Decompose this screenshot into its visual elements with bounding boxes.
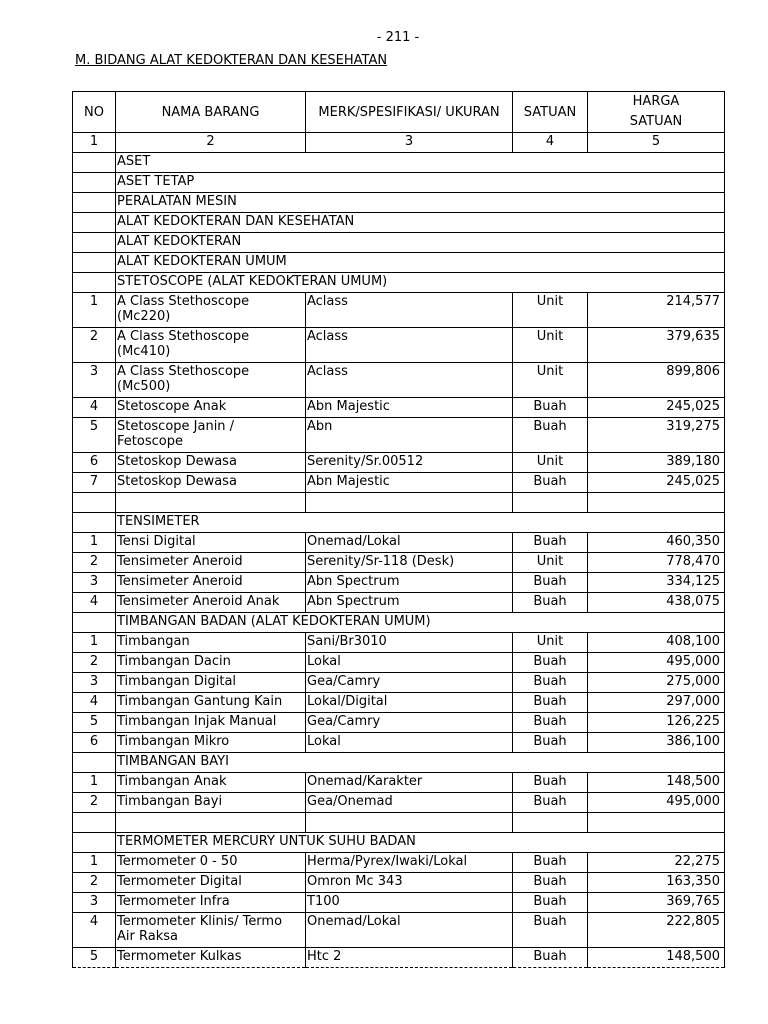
category-label: ASET TETAP	[116, 173, 725, 193]
item-number: 1	[73, 293, 116, 328]
table-row	[73, 793, 725, 813]
item-name: Timbangan Gantung Kain	[116, 693, 306, 713]
item-spec: Lokal/Digital	[306, 693, 513, 713]
item-unit: Unit	[513, 363, 588, 398]
item-name: Stetoskop Dewasa	[116, 453, 306, 473]
item-spec: Abn	[306, 418, 513, 453]
table-row	[73, 473, 725, 493]
item-name: Termometer Digital	[116, 873, 306, 893]
column-number: 5	[588, 133, 725, 153]
item-number: 3	[73, 673, 116, 693]
item-spec: Herma/Pyrex/Iwaki/Lokal	[306, 853, 513, 873]
item-unit: Buah	[513, 653, 588, 673]
category-row	[73, 613, 725, 633]
table-row	[73, 773, 725, 793]
table-row	[73, 293, 725, 328]
item-price: 778,470	[588, 553, 725, 573]
item-number: 2	[73, 793, 116, 813]
blank-row	[73, 493, 725, 513]
item-number: 6	[73, 733, 116, 753]
table-row	[73, 653, 725, 673]
category-row	[73, 253, 725, 273]
item-number: 2	[73, 653, 116, 673]
item-unit: Unit	[513, 328, 588, 363]
category-label: ASET	[116, 153, 725, 173]
empty-cell	[73, 813, 116, 833]
item-name: Timbangan Dacin	[116, 653, 306, 673]
item-unit: Buah	[513, 793, 588, 813]
item-unit: Buah	[513, 533, 588, 553]
item-name: Termometer Kulkas	[116, 948, 306, 968]
item-price: 275,000	[588, 673, 725, 693]
category-row	[73, 833, 725, 853]
item-unit: Buah	[513, 893, 588, 913]
item-unit: Buah	[513, 673, 588, 693]
item-number: 4	[73, 913, 116, 948]
category-no-cell	[73, 233, 116, 253]
item-price: 899,806	[588, 363, 725, 398]
item-spec: Gea/Onemad	[306, 793, 513, 813]
empty-cell	[588, 813, 725, 833]
header-harga-line2: SATUAN	[629, 114, 683, 129]
item-spec: Omron Mc 343	[306, 873, 513, 893]
category-row	[73, 213, 725, 233]
table-row	[73, 913, 725, 948]
column-number-row	[73, 133, 725, 153]
section-title: M. BIDANG ALAT KEDOKTERAN DAN KESEHATAN	[75, 53, 388, 68]
table-row	[73, 948, 725, 968]
item-spec: Onemad/Lokal	[306, 913, 513, 948]
item-unit: Unit	[513, 293, 588, 328]
item-name: Termometer 0 - 50	[116, 853, 306, 873]
item-price: 22,275	[588, 853, 725, 873]
item-name: Timbangan Bayi	[116, 793, 306, 813]
item-price: 408,100	[588, 633, 725, 653]
column-number: 1	[73, 133, 116, 153]
table-row	[73, 713, 725, 733]
category-label: PERALATAN MESIN	[116, 193, 725, 213]
item-unit: Buah	[513, 418, 588, 453]
header-harga-line1: HARGA	[632, 94, 680, 109]
item-spec: Sani/Br3010	[306, 633, 513, 653]
empty-cell	[73, 493, 116, 513]
category-no-cell	[73, 253, 116, 273]
item-unit: Buah	[513, 873, 588, 893]
table-row	[73, 363, 725, 398]
item-unit: Buah	[513, 398, 588, 418]
item-name: Tensimeter Aneroid	[116, 573, 306, 593]
category-no-cell	[73, 613, 116, 633]
item-price: 386,100	[588, 733, 725, 753]
item-name: Timbangan Injak Manual	[116, 713, 306, 733]
category-no-cell	[73, 513, 116, 533]
item-number: 1	[73, 533, 116, 553]
item-name: Stetoscope Anak	[116, 398, 306, 418]
item-number: 1	[73, 773, 116, 793]
item-name: A Class Stethoscope (Mc500)	[116, 363, 306, 398]
category-no-cell	[73, 153, 116, 173]
header-harga-satuan	[588, 92, 725, 133]
item-spec: T100	[306, 893, 513, 913]
category-no-cell	[73, 193, 116, 213]
item-name: Timbangan Mikro	[116, 733, 306, 753]
header-merk: MERK/SPESIFIKASI/ UKURAN	[306, 92, 513, 133]
item-unit: Unit	[513, 553, 588, 573]
item-spec: Htc 2	[306, 948, 513, 968]
category-row	[73, 273, 725, 293]
item-number: 3	[73, 893, 116, 913]
category-no-cell	[73, 273, 116, 293]
item-number: 6	[73, 453, 116, 473]
item-spec: Aclass	[306, 328, 513, 363]
item-spec: Lokal	[306, 653, 513, 673]
item-number: 2	[73, 873, 116, 893]
table-row	[73, 633, 725, 653]
table-row	[73, 553, 725, 573]
category-no-cell	[73, 753, 116, 773]
item-price: 126,225	[588, 713, 725, 733]
item-number: 3	[73, 363, 116, 398]
table-body	[73, 153, 725, 968]
item-number: 4	[73, 398, 116, 418]
item-number: 4	[73, 693, 116, 713]
blank-row	[73, 813, 725, 833]
item-number: 5	[73, 418, 116, 453]
category-row	[73, 513, 725, 533]
header-row	[73, 92, 725, 133]
item-name: Tensimeter Aneroid	[116, 553, 306, 573]
item-unit: Buah	[513, 948, 588, 968]
price-table	[72, 91, 725, 968]
category-no-cell	[73, 833, 116, 853]
item-spec: Onemad/Karakter	[306, 773, 513, 793]
item-number: 3	[73, 573, 116, 593]
item-spec: Abn Majestic	[306, 473, 513, 493]
empty-cell	[116, 493, 306, 513]
item-name: Termometer Klinis/ Termo Air Raksa	[116, 913, 306, 948]
item-unit: Buah	[513, 693, 588, 713]
header-no: NO	[73, 92, 116, 133]
item-price: 148,500	[588, 948, 725, 968]
item-price: 319,275	[588, 418, 725, 453]
item-price: 438,075	[588, 593, 725, 613]
item-unit: Buah	[513, 733, 588, 753]
item-spec: Gea/Camry	[306, 673, 513, 693]
category-row	[73, 753, 725, 773]
category-label: STETOSCOPE (ALAT KEDOKTERAN UMUM)	[116, 273, 725, 293]
item-name: Timbangan Digital	[116, 673, 306, 693]
empty-cell	[306, 493, 513, 513]
category-row	[73, 233, 725, 253]
item-name: Stetoscope Janin / Fetoscope	[116, 418, 306, 453]
item-price: 389,180	[588, 453, 725, 473]
category-label: ALAT KEDOKTERAN	[116, 233, 725, 253]
table-row	[73, 873, 725, 893]
item-number: 1	[73, 633, 116, 653]
item-spec: Abn Spectrum	[306, 573, 513, 593]
column-number: 4	[513, 133, 588, 153]
table-row	[73, 693, 725, 713]
column-number: 3	[306, 133, 513, 153]
item-unit: Buah	[513, 853, 588, 873]
item-price: 163,350	[588, 873, 725, 893]
item-price: 214,577	[588, 293, 725, 328]
category-label: TIMBANGAN BADAN (ALAT KEDOKTERAN UMUM)	[116, 613, 725, 633]
table-row	[73, 328, 725, 363]
category-row	[73, 153, 725, 173]
table-row	[73, 593, 725, 613]
table-row	[73, 673, 725, 693]
item-unit: Buah	[513, 593, 588, 613]
category-row	[73, 173, 725, 193]
item-number: 2	[73, 553, 116, 573]
category-label: TERMOMETER MERCURY UNTUK SUHU BADAN	[116, 833, 725, 853]
header-satuan: SATUAN	[513, 92, 588, 133]
item-spec: Lokal	[306, 733, 513, 753]
item-price: 460,350	[588, 533, 725, 553]
item-unit: Buah	[513, 773, 588, 793]
category-label: ALAT KEDOKTERAN UMUM	[116, 253, 725, 273]
table-row	[73, 398, 725, 418]
item-unit: Buah	[513, 473, 588, 493]
item-spec: Abn Majestic	[306, 398, 513, 418]
item-spec: Abn Spectrum	[306, 593, 513, 613]
table-row	[73, 573, 725, 593]
item-spec: Onemad/Lokal	[306, 533, 513, 553]
item-name: Timbangan	[116, 633, 306, 653]
item-price: 148,500	[588, 773, 725, 793]
item-unit: Unit	[513, 633, 588, 653]
item-spec: Aclass	[306, 293, 513, 328]
category-label: ALAT KEDOKTERAN DAN KESEHATAN	[116, 213, 725, 233]
empty-cell	[588, 493, 725, 513]
item-number: 5	[73, 713, 116, 733]
item-number: 1	[73, 853, 116, 873]
table-row	[73, 418, 725, 453]
header-nama-barang: NAMA BARANG	[116, 92, 306, 133]
item-spec: Serenity/Sr.00512	[306, 453, 513, 473]
item-spec: Gea/Camry	[306, 713, 513, 733]
category-no-cell	[73, 173, 116, 193]
category-no-cell	[73, 213, 116, 233]
table-row	[73, 453, 725, 473]
empty-cell	[306, 813, 513, 833]
empty-cell	[116, 813, 306, 833]
item-price: 222,805	[588, 913, 725, 948]
empty-cell	[513, 493, 588, 513]
column-number: 2	[116, 133, 306, 153]
empty-cell	[513, 813, 588, 833]
item-number: 4	[73, 593, 116, 613]
item-unit: Unit	[513, 453, 588, 473]
item-price: 297,000	[588, 693, 725, 713]
category-label: TENSIMETER	[116, 513, 725, 533]
item-name: A Class Stethoscope (Mc220)	[116, 293, 306, 328]
item-name: Tensi Digital	[116, 533, 306, 553]
table-row	[73, 733, 725, 753]
item-price: 369,765	[588, 893, 725, 913]
item-spec: Serenity/Sr-118 (Desk)	[306, 553, 513, 573]
category-row	[73, 193, 725, 213]
item-spec: Aclass	[306, 363, 513, 398]
item-name: Timbangan Anak	[116, 773, 306, 793]
item-price: 245,025	[588, 398, 725, 418]
table-row	[73, 533, 725, 553]
item-number: 2	[73, 328, 116, 363]
item-name: Termometer Infra	[116, 893, 306, 913]
item-unit: Buah	[513, 713, 588, 733]
page-number: - 211 -	[376, 30, 420, 45]
item-price: 379,635	[588, 328, 725, 363]
item-price: 334,125	[588, 573, 725, 593]
item-name: Tensimeter Aneroid Anak	[116, 593, 306, 613]
item-name: A Class Stethoscope (Mc410)	[116, 328, 306, 363]
table-row	[73, 893, 725, 913]
item-unit: Buah	[513, 913, 588, 948]
item-price: 245,025	[588, 473, 725, 493]
category-label: TIMBANGAN BAYI	[116, 753, 725, 773]
item-name: Stetoskop Dewasa	[116, 473, 306, 493]
item-number: 7	[73, 473, 116, 493]
table-row	[73, 853, 725, 873]
item-number: 5	[73, 948, 116, 968]
item-price: 495,000	[588, 653, 725, 673]
item-price: 495,000	[588, 793, 725, 813]
item-unit: Buah	[513, 573, 588, 593]
